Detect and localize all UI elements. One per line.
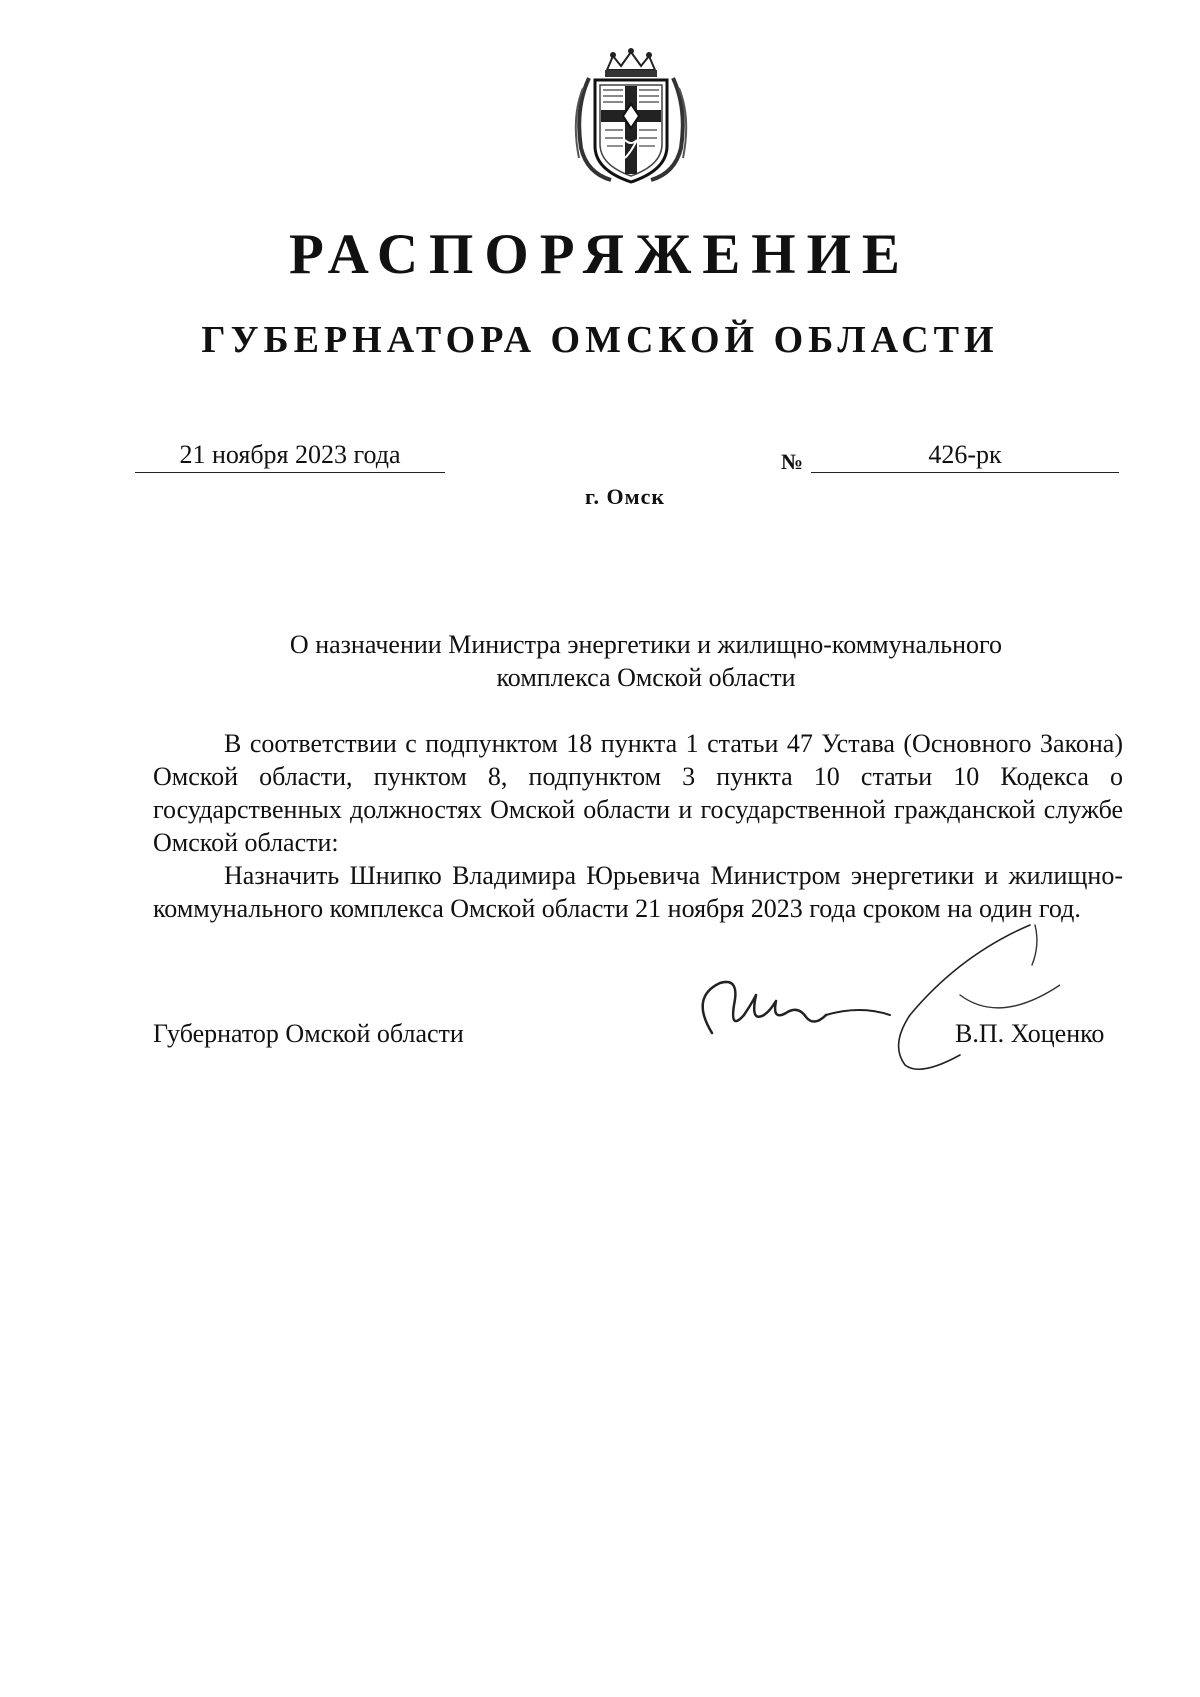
document-body	[153, 727, 1123, 925]
body-paragraph-basis: В соответствии с подпунктом 18 пункта 1 статьи 47 Устава (Основного Закона) Омской области, пунктом 8, подпунктом 3 пункта 10 статьи 10 Кодекса о государственных должностях Омской области и государственной гражданской службе Омской области:	[153, 729, 1123, 857]
document-subject	[153, 628, 1139, 694]
coat-of-arms-icon	[567, 48, 695, 188]
signatory-position: Губернатор Омской области	[153, 1019, 464, 1048]
number-sign: №	[781, 449, 804, 474]
signatory-name: В.П. Хоценко	[955, 1019, 1105, 1048]
document-type-title: РАСПОРЯЖЕНИЕ	[289, 223, 911, 286]
issuer-title: ГУБЕРНАТОРА ОМСКОЙ ОБЛАСТИ	[201, 319, 999, 361]
date-field	[135, 436, 445, 473]
document-city: г. Омск	[584, 484, 666, 509]
subject-line-2: комплекса Омской области	[496, 663, 796, 692]
document-date: 21 ноября 2023 года	[179, 440, 401, 469]
number-field	[811, 436, 1119, 473]
subject-line-1: О назначении Министра энергетики и жилищно-коммунального	[289, 630, 1003, 659]
document-number: 426-рк	[928, 440, 1002, 469]
signature-icon	[660, 905, 1060, 1105]
body-paragraph-order: Назначить Шнипко Владимира Юрьевича Министром энергетики и жилищно-коммунального комплекса Омской области 21 ноября 2023 года сроком на один год.	[153, 861, 1123, 923]
